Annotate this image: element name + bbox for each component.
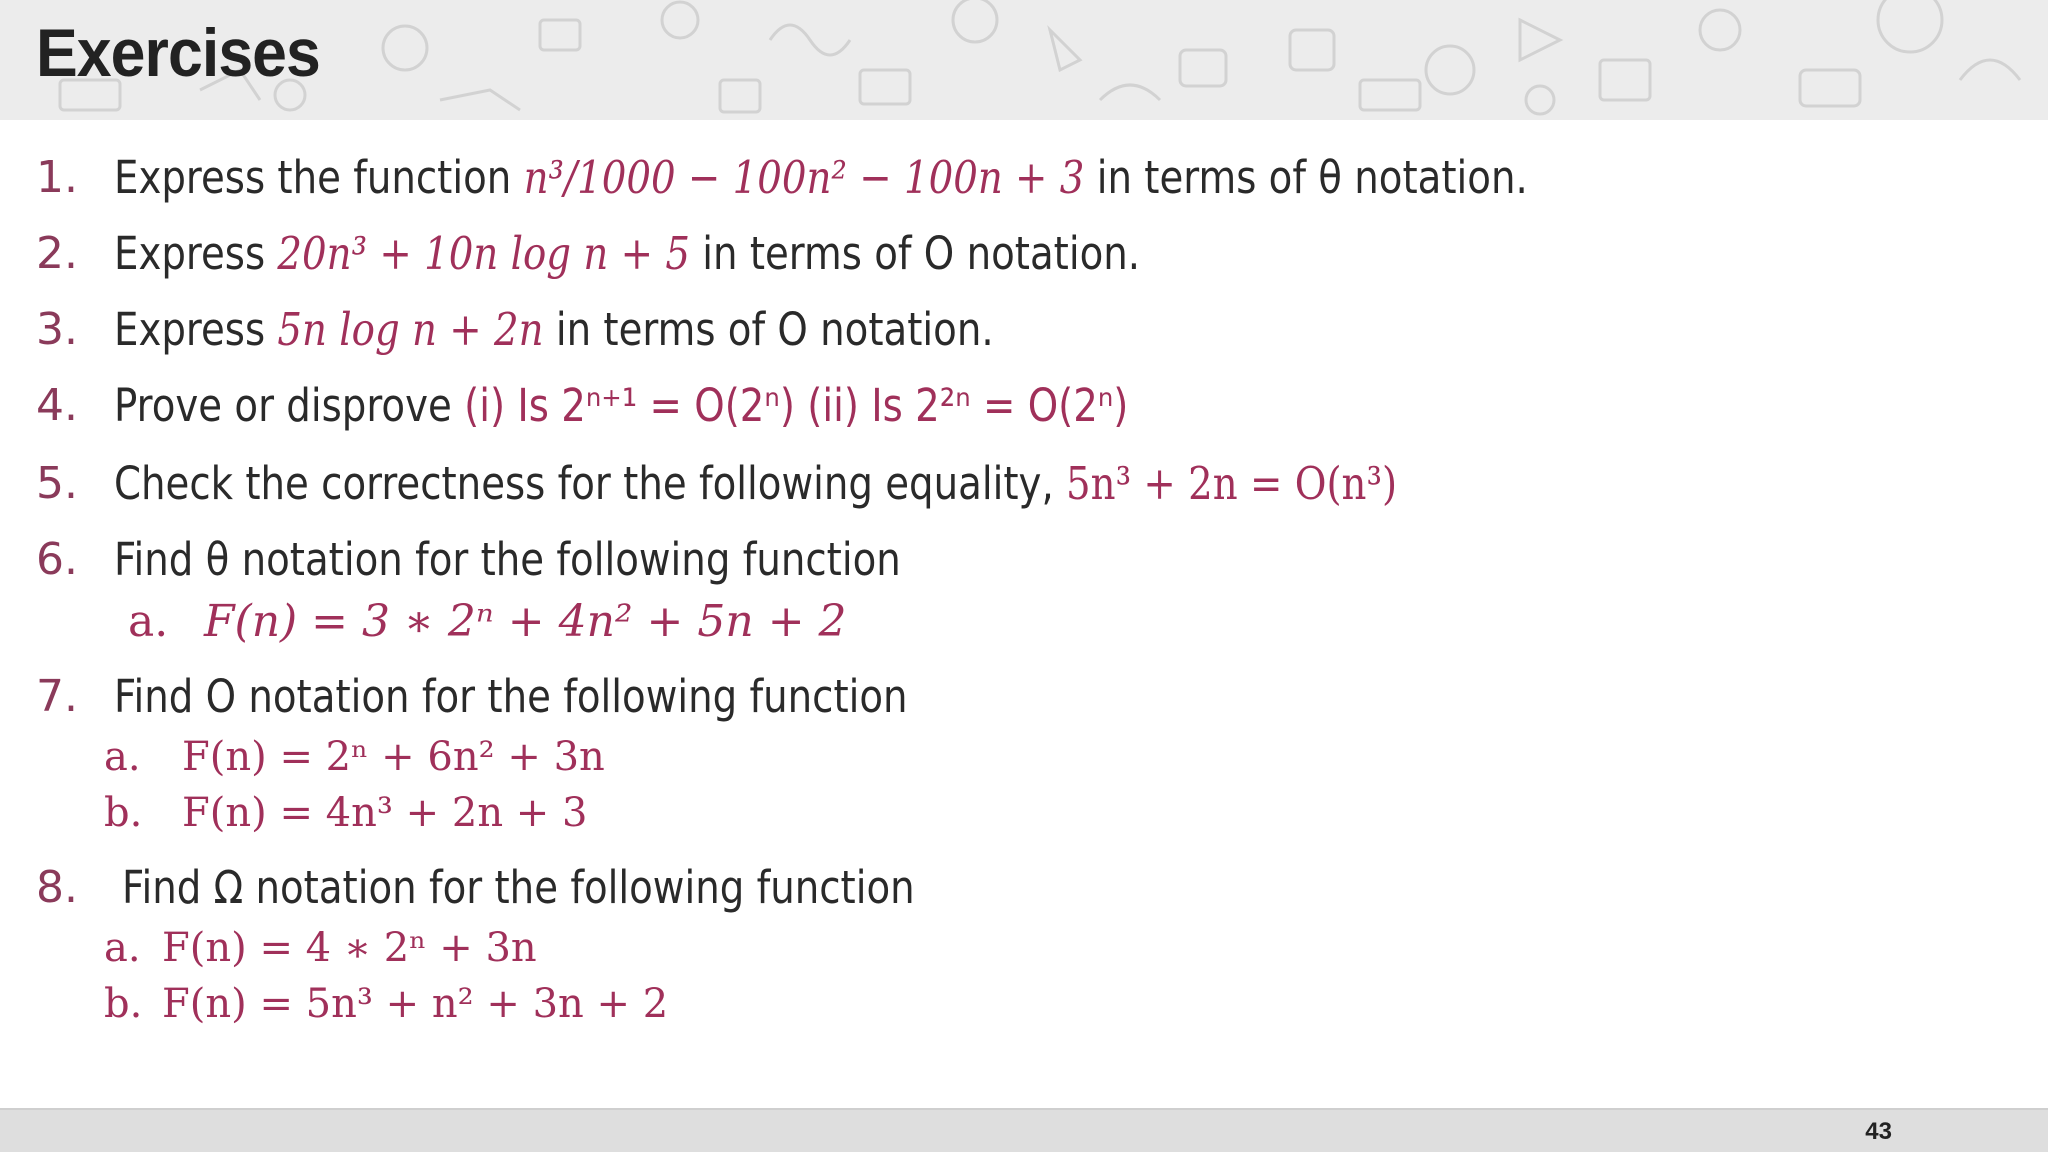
- exercise-7a: [104, 734, 605, 780]
- exercise-number: 3.: [36, 304, 78, 355]
- exercise-number: 4.: [36, 380, 78, 431]
- slide-title: Exercises: [36, 15, 320, 91]
- exercise-text: Find Ω notation for the following function: [122, 861, 915, 914]
- exercise-number: 8.: [36, 862, 78, 913]
- sub-math: F(n) = 4 ∗ 2ⁿ + 3n: [162, 925, 537, 971]
- sub-label: b.: [104, 981, 143, 1027]
- exercise-text: Express the function n³/1000 − 100n² − 100n + 3 in terms of θ notation.: [114, 151, 1528, 204]
- exercise-math: n³/1000 − 100n² − 100n + 3: [523, 151, 1085, 204]
- exercise-number: 5.: [36, 458, 78, 509]
- sub-math: F(n) = 5n³ + n² + 3n + 2: [162, 981, 669, 1027]
- exercise-8b: [104, 981, 668, 1027]
- sub-math: F(n) = 4n³ + 2n + 3: [182, 790, 588, 836]
- sub-label: a.: [104, 925, 141, 971]
- sub-label: a.: [104, 734, 141, 780]
- slide-footer: [0, 1108, 2048, 1152]
- exercise-math: 5n log n + 2n: [277, 303, 544, 356]
- sub-label: b.: [104, 790, 143, 836]
- exercise-text: Find θ notation for the following function: [114, 533, 901, 586]
- sub-math: F(n) = 3 ∗ 2ⁿ + 4n² + 5n + 2: [204, 596, 847, 647]
- exercise-text: Express 20n³ + 10n log n + 5 in terms of O notation.: [114, 227, 1141, 280]
- exercise-7b: [104, 790, 587, 836]
- exercise-math: (i) Is 2ⁿ⁺¹ = O(2ⁿ) (ii) Is 2²ⁿ = O(2ⁿ): [464, 379, 1129, 432]
- exercise-number: 6.: [36, 534, 78, 585]
- exercise-math: 5n³ + 2n = O(n³): [1066, 457, 1398, 510]
- exercise-text: Prove or disprove (i) Is 2ⁿ⁺¹ = O(2ⁿ) (ii) Is 2²ⁿ = O(2ⁿ): [114, 379, 1129, 432]
- exercise-number: 7.: [36, 671, 78, 722]
- sub-math: F(n) = 2ⁿ + 6n² + 3n: [182, 734, 605, 780]
- slide-header: [0, 0, 2048, 120]
- exercise-number: 2.: [36, 228, 78, 279]
- exercise-math: 20n³ + 10n log n + 5: [277, 227, 690, 280]
- exercise-text: Express 5n log n + 2n in terms of O notation.: [114, 303, 994, 356]
- exercise-number: 1.: [36, 152, 78, 203]
- sub-label: a.: [128, 596, 169, 647]
- exercise-text: Find O notation for the following function: [114, 670, 908, 723]
- exercise-text: Check the correctness for the following equality, 5n³ + 2n = O(n³): [114, 457, 1398, 510]
- page-number: 43: [1865, 1118, 1892, 1145]
- exercise-8a: [104, 925, 537, 971]
- exercise-6a: [128, 596, 847, 647]
